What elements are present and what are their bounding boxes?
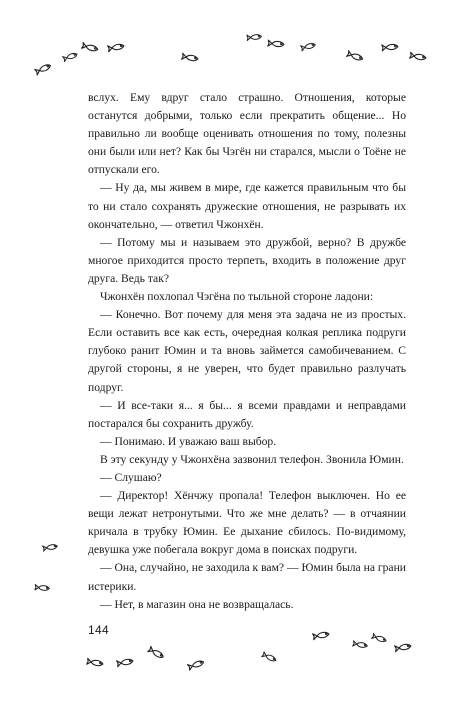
fish-icon: [262, 652, 277, 663]
paragraph: — И все-таки я... я бы... я всеми правдами и неправдами постарался бы сохранить дружбу.: [88, 398, 406, 430]
fish-icon: [313, 631, 330, 640]
fish-icon: [301, 42, 316, 51]
paragraph: В эту секунду у Чжонхёна зазвонил телефон. Звонила Юмин.: [100, 452, 404, 466]
fish-icon: [182, 53, 199, 62]
fish-icon: [148, 646, 165, 659]
paragraph: — Понимаю. И уважаю ваш выбор.: [100, 434, 277, 448]
fish-icon: [382, 43, 398, 50]
fish-icon: [410, 52, 427, 61]
fish-icon: [117, 658, 134, 667]
fish-icon: [63, 52, 78, 62]
fish-icon: [35, 585, 50, 592]
paragraph: — Она, случайно, не заходила к вам? — Юмин была на грани истерики.: [88, 561, 406, 593]
fish-icon: [372, 633, 387, 643]
fish-icon: [347, 51, 364, 62]
fish-icon: [35, 63, 52, 75]
paragraph: вслух. Ему вдруг стало страшно. Отношения, которые останутся добрыми, только если прекратить общение... Но правильно ли вообще оценивать отношения по тому, полезны они были или нет? Как бы Чэгён ни старался, мысли о Тоёне не отпускали его.: [88, 91, 406, 177]
fish-icon: [108, 43, 125, 52]
fish-icon: [395, 643, 412, 652]
paragraph: — Потому мы и называем это дружбой, верно? В дружбе многое приходится просто терпеть, входить в положение друг друга. Ведь так?: [88, 235, 406, 285]
page-number: 144: [88, 623, 109, 637]
fish-icon: [188, 659, 205, 670]
paragraph: — Нет, в магазин она не возвращалась.: [100, 597, 294, 611]
paragraph: — Слушаю?: [100, 470, 162, 484]
fish-icon: [268, 40, 284, 47]
fish-icon: [87, 658, 104, 667]
paragraph: Чжонхён похлопал Чэгёна по тыльной стороне ладони:: [100, 290, 374, 304]
body-text: [88, 89, 406, 614]
fish-icon: [82, 43, 99, 53]
fish-icon: [247, 34, 262, 41]
paragraph: — Конечно. Вот почему для меня эта задача не из простых. Если оставить все как есть, очередная колкая реплика подруги глубоко ранит Юмин и та вновь займется самобичеванием. С другой стороны, я не уверен, что будет правильно разлучать подруг.: [88, 308, 406, 394]
paragraph: — Ну да, мы живем в мире, где кажется правильным что бы то ни стало сохранять дружеские отношения, не разрывать их окончательно, — ответил Чжонхён.: [88, 181, 406, 231]
paragraph: — Директор! Хёнчжу пропала! Телефон выключен. Но ее вещи лежат нетронутыми. Что же мне делать? — в отчаянии кричала в трубку Юмин. Ее дыхание сбилось. По-видимому, девушка уже побегала вокруг дома в поисках подруги.: [88, 489, 406, 557]
fish-icon: [353, 641, 368, 649]
fish-icon: [43, 543, 58, 551]
